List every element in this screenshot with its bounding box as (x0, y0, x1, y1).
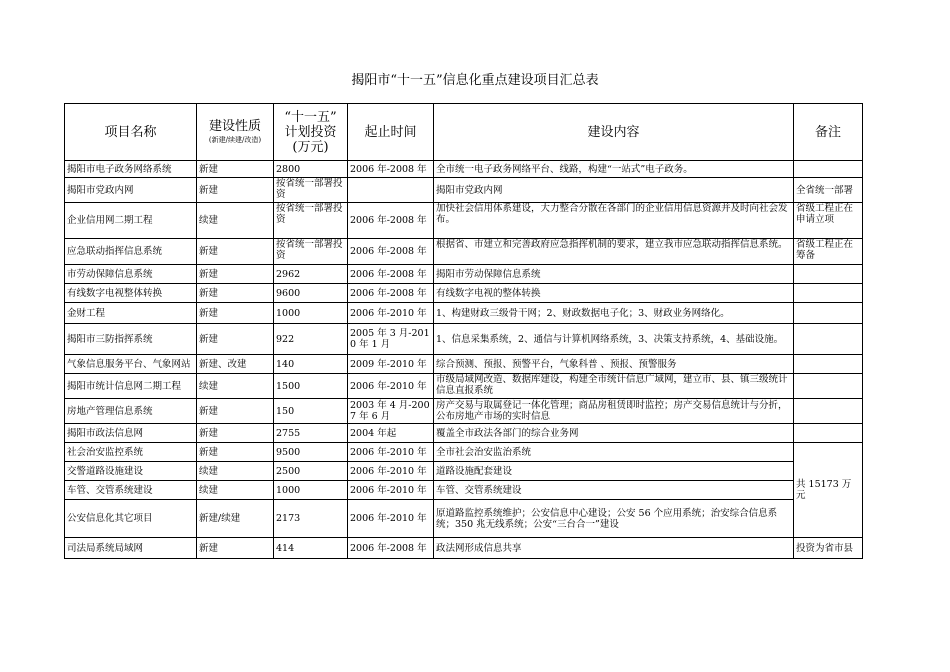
cell-content: 原道路监控系统维护；公安信息中心建设；公安 56 个应用系统；治安综合信息系统；350 兆无线系统；公安“三台合一”建设 (434, 500, 794, 538)
cell-content: 全市社会治安监治系统 (434, 443, 794, 462)
cell-period (348, 178, 434, 203)
cell-invest: 1500 (274, 374, 348, 399)
project-summary-table (64, 103, 863, 559)
cell-invest: 140 (274, 355, 348, 374)
cell-name: 气象信息服务平台、气象网站 (65, 355, 197, 374)
cell-invest: 414 (274, 538, 348, 559)
cell-invest: 9500 (274, 443, 348, 462)
cell-invest: 922 (274, 324, 348, 355)
cell-name: 揭阳市统计信息网二期工程 (65, 374, 197, 399)
header-row (65, 104, 863, 161)
cell-nature: 新建/续建 (197, 500, 274, 538)
cell-invest: 2500 (274, 462, 348, 481)
cell-remark (794, 284, 863, 303)
cell-content: 道路设施配套建设 (434, 462, 794, 481)
cell-nature: 续建 (197, 481, 274, 500)
cell-nature: 新建 (197, 178, 274, 203)
cell-remark: 省级工程正在申请立项 (794, 203, 863, 239)
cell-content: 车管、交管系统建设 (434, 481, 794, 500)
cell-content: 全市统一电子政务网络平台、线路，构建“一站式”电子政务。 (434, 161, 794, 178)
cell-content: 揭阳市党政内网 (434, 178, 794, 203)
cell-period: 2006 年-2008 年 (348, 239, 434, 265)
cell-remark (794, 374, 863, 399)
cell-invest: 按省统一部署投资 (274, 178, 348, 203)
cell-period: 2004 年起 (348, 424, 434, 443)
table-row (65, 481, 863, 500)
cell-name: 揭阳市政法信息网 (65, 424, 197, 443)
cell-remark: 全省统一部署 (794, 178, 863, 203)
table-row (65, 161, 863, 178)
cell-nature: 新建 (197, 424, 274, 443)
cell-name: 金财工程 (65, 303, 197, 324)
cell-period: 2005 年 3 月-2010 年 1 月 (348, 324, 434, 355)
table-row (65, 355, 863, 374)
cell-period: 2006 年-2010 年 (348, 481, 434, 500)
table-row (65, 374, 863, 399)
table-row (65, 443, 863, 462)
header-invest (274, 104, 348, 161)
cell-content: 房产交易与取属登记一体化管理；商品房租赁即时监控；房产交易信息统计与分折，公布房地产市场的实时信息 (434, 399, 794, 424)
cell-invest: 按省统一部署投资 (274, 239, 348, 265)
cell-content: 1、信息采集系统，2、通信与计算机网络系统，3、决策支持系统，4、基础设施。 (434, 324, 794, 355)
cell-invest: 2800 (274, 161, 348, 178)
cell-period: 2006 年-2010 年 (348, 303, 434, 324)
cell-invest: 2962 (274, 265, 348, 284)
cell-nature: 续建 (197, 203, 274, 239)
cell-nature: 续建 (197, 374, 274, 399)
cell-nature: 新建 (197, 303, 274, 324)
cell-period: 2006 年-2008 年 (348, 161, 434, 178)
cell-name: 车管、交管系统建设 (65, 481, 197, 500)
cell-remark: 省级工程正在筹备 (794, 239, 863, 265)
cell-name: 应急联动指挥信息系统 (65, 239, 197, 265)
cell-period: 2006 年-2008 年 (348, 203, 434, 239)
table-row (65, 178, 863, 203)
cell-nature: 新建 (197, 239, 274, 265)
cell-name: 司法局系统局域网 (65, 538, 197, 559)
header-invest-line2: 计划投资 (284, 124, 337, 140)
cell-period: 2009 年-2010 年 (348, 355, 434, 374)
cell-period: 2006 年-2008 年 (348, 265, 434, 284)
table-row (65, 239, 863, 265)
cell-content: 有线数字电视的整体转换 (434, 284, 794, 303)
header-remark: 备注 (794, 104, 863, 161)
cell-remark (794, 161, 863, 178)
cell-name: 社会治安监控系统 (65, 443, 197, 462)
cell-invest: 2755 (274, 424, 348, 443)
cell-remark (794, 399, 863, 424)
cell-period: 2006 年-2010 年 (348, 374, 434, 399)
cell-remark (794, 355, 863, 374)
cell-name: 企业信用网二期工程 (65, 203, 197, 239)
cell-period: 2006 年-2010 年 (348, 500, 434, 538)
cell-remark (794, 265, 863, 284)
cell-name: 揭阳市三防指挥系统 (65, 324, 197, 355)
header-nature-sub: (新建/续建/改造) (208, 136, 262, 144)
cell-invest: 1000 (274, 481, 348, 500)
table-row (65, 265, 863, 284)
cell-nature: 新建 (197, 443, 274, 462)
cell-remark (794, 424, 863, 443)
header-invest-line3: (万元) (292, 139, 329, 155)
cell-content: 市级局域网改造、数据库建设，构建全市统计信息广域网，建立市、县、镇三级统计信息直报系统 (434, 374, 794, 399)
table-row (65, 284, 863, 303)
cell-period: 2006 年-2010 年 (348, 462, 434, 481)
table-row (65, 399, 863, 424)
cell-nature: 新建 (197, 538, 274, 559)
cell-nature: 续建 (197, 462, 274, 481)
cell-content: 加快社会信用体系建设，大力整合分散在各部门的企业信用信息资源并及时向社会发布。 (434, 203, 794, 239)
cell-period: 2006 年-2008 年 (348, 284, 434, 303)
cell-remark (794, 303, 863, 324)
cell-nature: 新建、改建 (197, 355, 274, 374)
cell-period: 2006 年-2008 年 (348, 538, 434, 559)
cell-invest: 按省统一部署投资 (274, 203, 348, 239)
cell-name: 交警道路设施建设 (65, 462, 197, 481)
cell-remark-merged: 共 15173 万元 (794, 443, 863, 538)
cell-name: 揭阳市党政内网 (65, 178, 197, 203)
cell-period: 2006 年-2010 年 (348, 443, 434, 462)
cell-name: 房地产管理信息系统 (65, 399, 197, 424)
table-row (65, 303, 863, 324)
table-row (65, 538, 863, 559)
header-period: 起止时间 (348, 104, 434, 161)
cell-name: 揭阳市电子政务网络系统 (65, 161, 197, 178)
cell-content: 政法网形成信息共享 (434, 538, 794, 559)
page-title: 揭阳市“十一五”信息化重点建设项目汇总表 (351, 73, 599, 88)
cell-content: 揭阳市劳动保障信息系统 (434, 265, 794, 284)
cell-invest: 2173 (274, 500, 348, 538)
header-nature-label: 建设性质 (208, 119, 261, 134)
cell-name: 公安信息化其它项目 (65, 500, 197, 538)
cell-content: 1、构建财政三级骨干网；2、财政数据电子化；3、财政业务网络化。 (434, 303, 794, 324)
header-nature (197, 104, 274, 161)
table-row (65, 500, 863, 538)
table-row (65, 324, 863, 355)
cell-name: 有线数字电视整体转换 (65, 284, 197, 303)
table-row (65, 424, 863, 443)
table-row (65, 462, 863, 481)
cell-nature: 新建 (197, 284, 274, 303)
cell-content: 根据省、市建立和完善政府应急指挥机制的要求，建立我市应急联动指挥信息系统。 (434, 239, 794, 265)
cell-remark: 投资为省市县 (794, 538, 863, 559)
header-invest-line1: “十一五” (284, 109, 337, 125)
header-content: 建设内容 (434, 104, 794, 161)
cell-period: 2003 年 4 月-2007 年 6 月 (348, 399, 434, 424)
cell-name: 市劳动保障信息系统 (65, 265, 197, 284)
cell-nature: 新建 (197, 161, 274, 178)
cell-nature: 新建 (197, 265, 274, 284)
cell-content: 覆盖全市政法各部门的综合业务网 (434, 424, 794, 443)
cell-remark (794, 324, 863, 355)
header-name: 项目名称 (65, 104, 197, 161)
cell-invest: 150 (274, 399, 348, 424)
cell-nature: 新建 (197, 399, 274, 424)
cell-invest: 9600 (274, 284, 348, 303)
cell-nature: 新建 (197, 324, 274, 355)
table-row (65, 203, 863, 239)
cell-content: 综合预测、预报、预警平台，气象科普 、预报、预警服务 (434, 355, 794, 374)
cell-invest: 1000 (274, 303, 348, 324)
